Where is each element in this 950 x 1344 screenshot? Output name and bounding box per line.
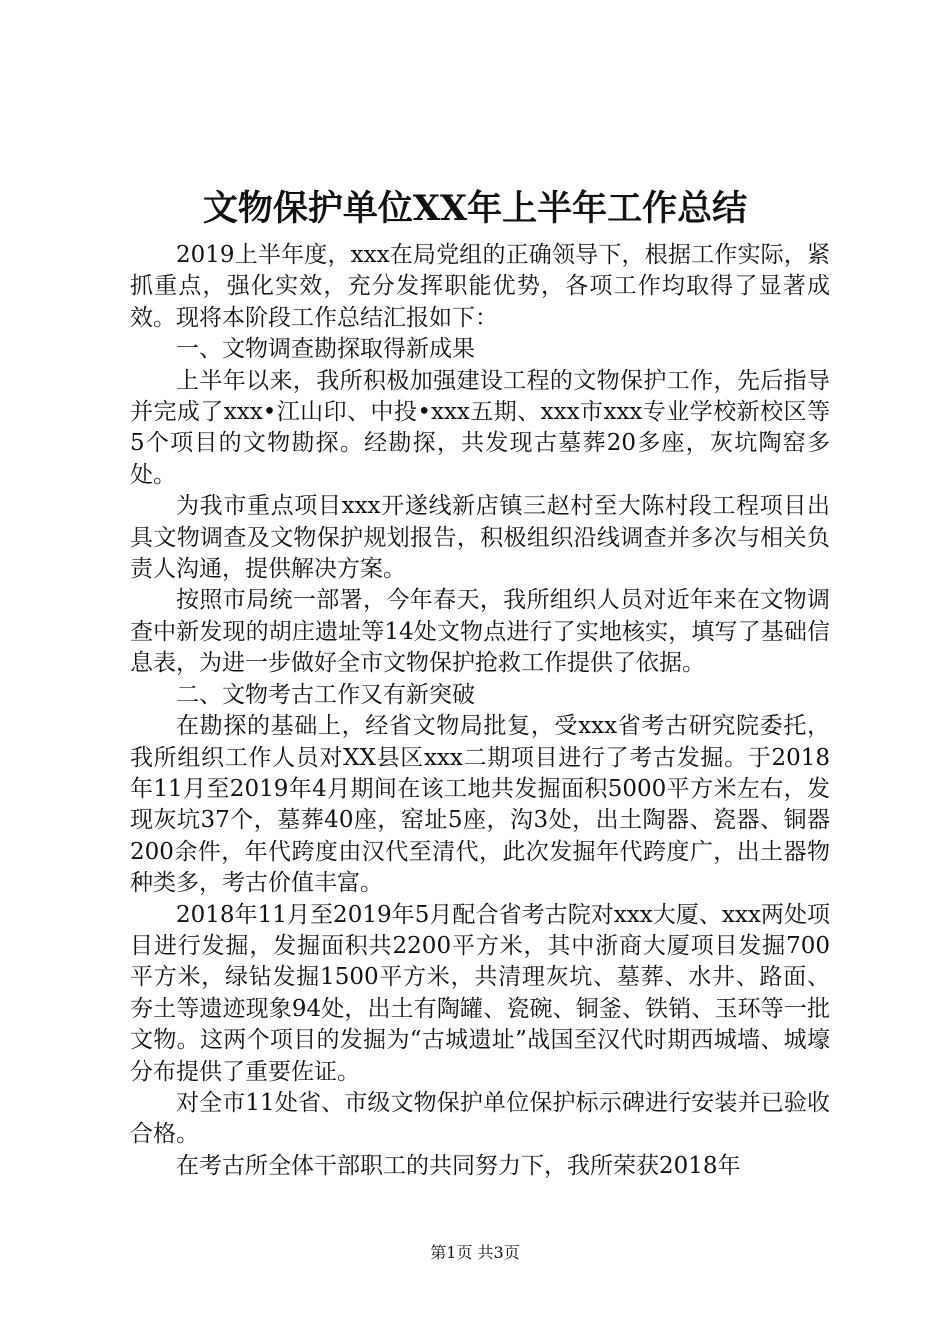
document-title: 文物保护单位XX年上半年工作总结 [202,188,748,229]
paragraph: 上半年以来，我所积极加强建设工程的文物保护工作，先后指导并完成了xxx•江山印、中投•xxx五期、xxx市xxx专业学校新校区等5个项目的文物勘探。经勘探，共发现古墓葬20多座，灰坑陶窑多处。 [130,367,830,488]
paragraph: 2018年11月至2019年5月配合省考古院对xxx大厦、xxx两处项目进行发掘，发掘面积共2200平方米，其中浙商大厦项目发掘700平方米，绿钻发掘1500平方米，共清理灰坑、墓葬、水井、路面、夯土等遗迹现象94处，出土有陶罐、瓷碗、铜釜、铁销、玉环等一批文物。这两个项目的发掘为“古城遗址”战国至汉代时期西城墙、城壕分布提供了重要佐证。 [130,901,830,1085]
page-footer: 第1页 共3页 [430,1243,520,1262]
paragraph: 为我市重点项目xxx开遂线新店镇三赵村至大陈村段工程项目出具文物调查及文物保护规划报告，积极组织沿线调查并多次与相关负责人沟通，提供解决方案。 [130,493,830,583]
section-heading-2: 二、文物考古工作又有新突破 [176,681,475,708]
document-body [130,240,830,1182]
paragraph: 在勘探的基础上，经省文物局批复，受xxx省考古研究院委托，我所组织工作人员对XX县区xxx二期项目进行了考古发掘。于2018年11月至2019年4月期间在该工地共发掘面积5000平方米左右，发现灰坑37个，墓葬40座，窑址5座，沟3处，出土陶器、瓷器、铜器200余件，年代跨度由汉代至清代，此次发掘年代跨度广，出土器物种类多，考古价值丰富。 [130,713,830,897]
section-heading-1: 一、文物调查勘探取得新成果 [176,336,475,363]
paragraph: 在考古所全体干部职工的共同努力下，我所荣获2018年 [176,1152,741,1179]
paragraph-intro: 2019上半年度，xxx在局党组的正确领导下，根据工作实际，紧抓重点，强化实效，充分发挥职能优势，各项工作均取得了显著成效。现将本阶段工作总结汇报如下： [130,242,830,331]
paragraph: 按照市局统一部署，今年春天，我所组织人员对近年来在文物调查中新发现的胡庄遗址等14处文物点进行了实地核实，填写了基础信息表，为进一步做好全市文物保护抢救工作提供了依据。 [130,587,830,677]
paragraph: 对全市11处省、市级文物保护单位保护标示碑进行安装并已验收合格。 [130,1089,830,1148]
